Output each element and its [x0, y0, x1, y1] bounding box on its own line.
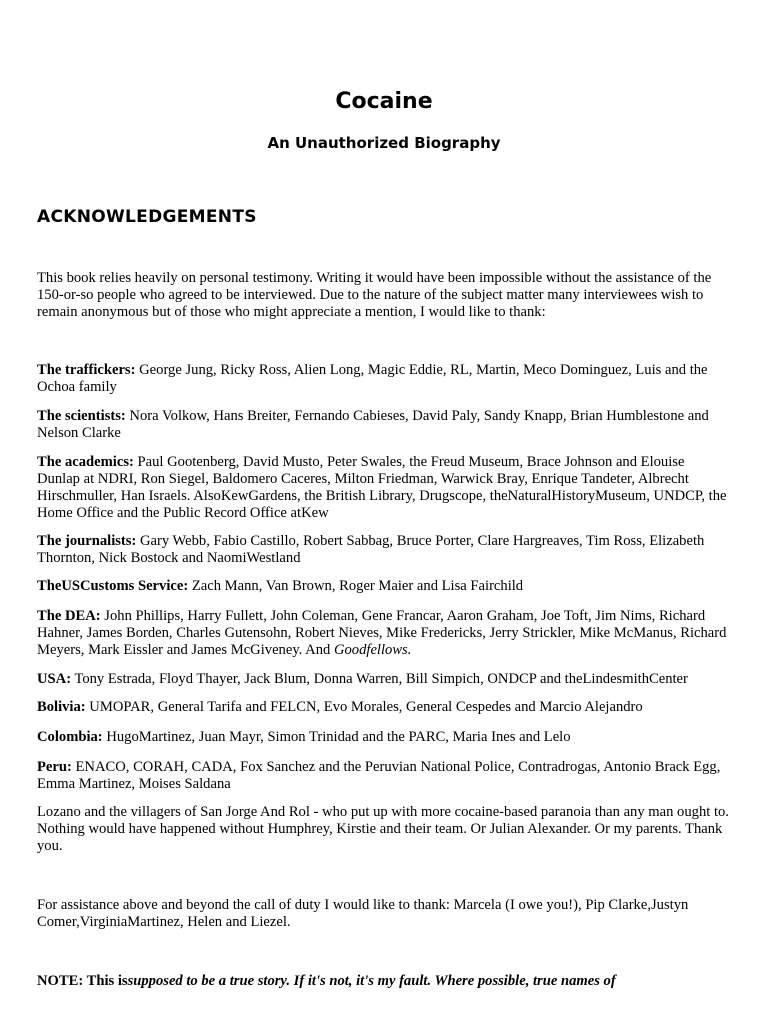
- group-text: John Phillips, Harry Fullett, John Coleman, Gene Francar, Aaron Graham, Joe Toft, Jim Nims, Richard Hahner, James Borden, Charles Gutensohn, Robert Nieves, Mike Fredericks, Jerry Strickler, Mike McManus, Richard Meyers, Mark Eissler and James McGiveney. And: [37, 608, 727, 658]
- group-label: Peru:: [37, 759, 72, 775]
- book-subtitle: An Unauthorized Biography: [267, 134, 501, 152]
- intro-text: This book relies heavily on personal testimony. Writing it would have been impossible without the assistance of the 150-or-so people who agreed to be interviewed. Due to the nature of the subject matter many interviewees wish to remain anonymous but of those who might appreciate a mention, I would like to thank:: [37, 270, 712, 320]
- group-label: Colombia:: [37, 729, 103, 745]
- group-journalists: [37, 533, 731, 567]
- group-label: The traffickers:: [37, 362, 136, 378]
- intro-paragraph: [37, 270, 731, 321]
- group-label: Bolivia:: [37, 699, 86, 715]
- group-traffickers: [37, 362, 731, 396]
- group-text: Gary Webb, Fabio Castillo, Robert Sabbag, Bruce Porter, Clare Hargreaves, Tim Ross, Elizabeth Thornton, Nick Bostock and NaomiWestland: [37, 533, 705, 566]
- group-text: Tony Estrada, Floyd Thayer, Jack Blum, Donna Warren, Bill Simpich, ONDCP and theLindesmithCenter: [71, 671, 688, 687]
- group-text: George Jung, Ricky Ross, Alien Long, Magic Eddie, RL, Martin, Meco Dominguez, Luis and the Ochoa family: [37, 362, 708, 395]
- group-text: Nora Volkow, Hans Breiter, Fernando Cabieses, David Paly, Sandy Knapp, Brian Humblestone and Nelson Clarke: [37, 408, 709, 441]
- group-label: USA:: [37, 671, 72, 687]
- lozano-paragraph: [37, 804, 731, 855]
- group-text: Paul Gootenberg, David Musto, Peter Swales, the Freud Museum, Brace Johnson and Elouise Dunlap at NDRI, Ron Siegel, Baldomero Caceres, Milton Friedman, Warwick Bray, Enrique Tandeter, Albrecht Hirschmuller, Han Israels. AlsoKewGardens, the British Library, Drugscope, theNaturalHistoryMuseum, UNDCP, the Home Office and the Public Record Office atKew: [37, 454, 727, 521]
- lozano-text: Lozano and the villagers of San Jorge And Rol - who put up with more cocaine-based paranoia than any man ought to. Nothing would have happened without Humphrey, Kirstie and their team. Or Julian Alexander. Or my parents. Thank you.: [37, 804, 729, 854]
- group-usa: [37, 671, 731, 688]
- section-heading: ACKNOWLEDGEMENTS: [37, 207, 257, 227]
- group-label: The journalists:: [37, 533, 137, 549]
- group-label: The academics:: [37, 454, 134, 470]
- note-label: NOTE: This is: [37, 973, 128, 989]
- group-peru: [37, 759, 731, 793]
- group-text: UMOPAR, General Tarifa and FELCN, Evo Morales, General Cespedes and Marcio Alejandro: [85, 699, 643, 715]
- group-us-customs: [37, 578, 731, 595]
- group-dea: [37, 608, 731, 659]
- group-label: TheUSCustoms Service:: [37, 578, 189, 594]
- assistance-paragraph: [37, 897, 731, 931]
- group-text: Zach Mann, Van Brown, Roger Maier and Lisa Fairchild: [188, 578, 524, 594]
- group-text: HugoMartinez, Juan Mayr, Simon Trinidad and the PARC, Maria Ines and Lelo: [102, 729, 571, 745]
- group-academics: [37, 454, 731, 522]
- group-scientists: [37, 408, 731, 442]
- assistance-text: For assistance above and beyond the call of duty I would like to thank: Marcela (I owe you!), Pip Clarke,Justyn Comer,VirginiaMartinez, Helen and Liezel.: [37, 897, 689, 930]
- book-title: Cocaine: [335, 89, 433, 114]
- note-text: supposed to be a true story. If it's not, it's my fault. Where possible, true names of: [127, 973, 616, 989]
- group-italic-text: Goodfellows.: [333, 642, 412, 658]
- note-paragraph: [37, 973, 731, 990]
- group-colombia: [37, 729, 731, 746]
- group-bolivia: [37, 699, 731, 716]
- group-label: The scientists:: [37, 408, 126, 424]
- group-text: ENACO, CORAH, CADA, Fox Sanchez and the Peruvian National Police, Contradrogas, Antonio Brack Egg, Emma Martinez, Moises Saldana: [37, 759, 721, 792]
- group-label: The DEA:: [37, 608, 101, 624]
